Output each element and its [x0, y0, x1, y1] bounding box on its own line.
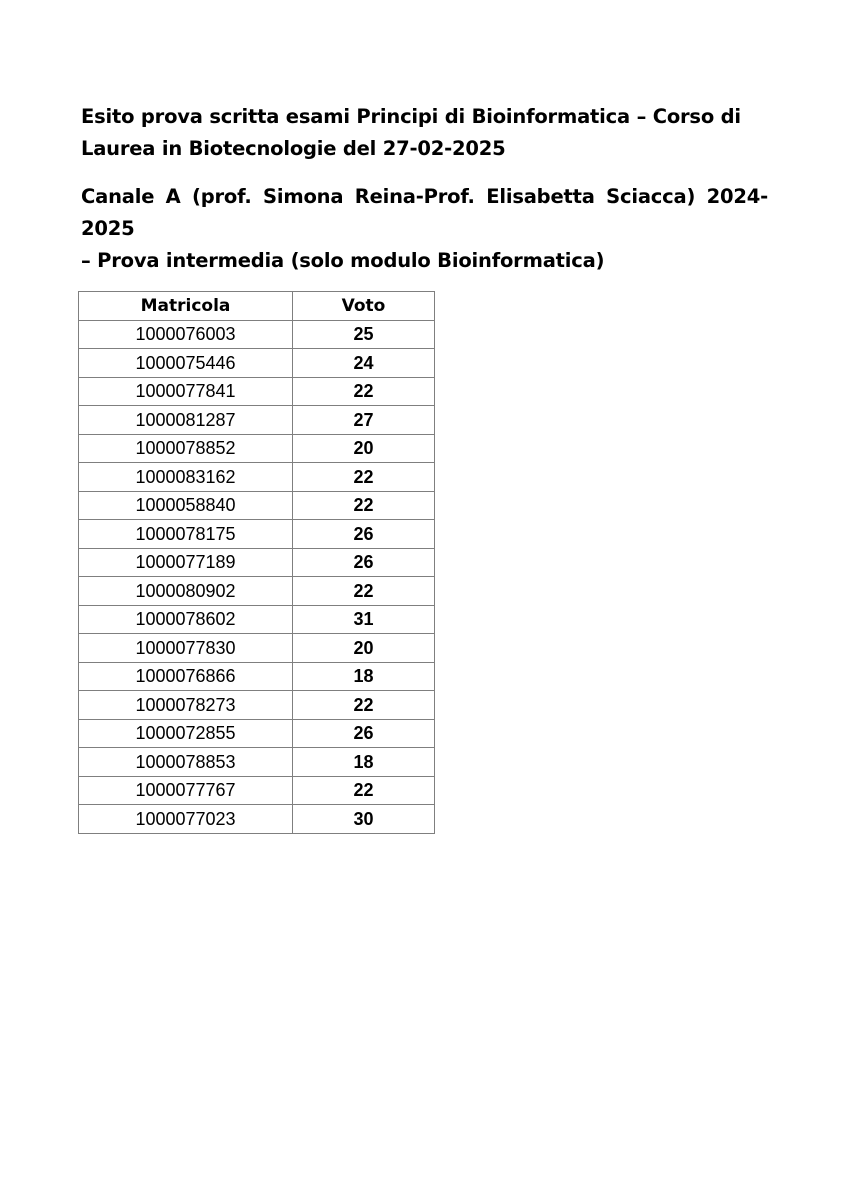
results-table-body [79, 320, 435, 833]
voto-cell: 26 [293, 548, 435, 577]
title-line-1: Esito prova scritta esami Principi di Bioinformatica – Corso di [81, 105, 741, 128]
voto-cell: 20 [293, 634, 435, 663]
subtitle-line-1: Canale A (prof. Simona Reina-Prof. Elisabetta Sciacca) 2024-2025 [81, 185, 768, 240]
table-header-row [79, 292, 435, 321]
matricola-cell: 1000078853 [79, 748, 293, 777]
matricola-cell: 1000077023 [79, 805, 293, 834]
voto-cell: 20 [293, 434, 435, 463]
table-row [79, 634, 435, 663]
voto-cell: 25 [293, 320, 435, 349]
matricola-cell: 1000077830 [79, 634, 293, 663]
matricola-cell: 1000075446 [79, 349, 293, 378]
matricola-cell: 1000077189 [79, 548, 293, 577]
voto-cell: 26 [293, 719, 435, 748]
voto-cell: 18 [293, 662, 435, 691]
table-row [79, 605, 435, 634]
document-title [81, 101, 768, 165]
results-table [78, 291, 435, 834]
table-row [79, 548, 435, 577]
table-row [79, 320, 435, 349]
table-row [79, 748, 435, 777]
matricola-cell: 1000076003 [79, 320, 293, 349]
matricola-cell: 1000083162 [79, 463, 293, 492]
matricola-cell: 1000078273 [79, 691, 293, 720]
table-row [79, 406, 435, 435]
table-row [79, 662, 435, 691]
matricola-cell: 1000081287 [79, 406, 293, 435]
voto-cell: 26 [293, 520, 435, 549]
table-row [79, 434, 435, 463]
voto-cell: 24 [293, 349, 435, 378]
voto-cell: 30 [293, 805, 435, 834]
header-voto: Voto [293, 292, 435, 321]
title-line-2: Laurea in Biotecnologie del 27-02-2025 [81, 137, 506, 160]
matricola-cell: 1000076866 [79, 662, 293, 691]
table-row [79, 776, 435, 805]
document-subtitle [81, 181, 768, 277]
matricola-cell: 1000077841 [79, 377, 293, 406]
table-row [79, 463, 435, 492]
voto-cell: 22 [293, 691, 435, 720]
table-row [79, 377, 435, 406]
table-row [79, 520, 435, 549]
table-row [79, 349, 435, 378]
matricola-cell: 1000058840 [79, 491, 293, 520]
matricola-cell: 1000078852 [79, 434, 293, 463]
matricola-cell: 1000078602 [79, 605, 293, 634]
subtitle-line-2: – Prova intermedia (solo modulo Bioinformatica) [81, 249, 605, 272]
table-row [79, 491, 435, 520]
voto-cell: 22 [293, 577, 435, 606]
voto-cell: 22 [293, 776, 435, 805]
header-matricola: Matricola [79, 292, 293, 321]
matricola-cell: 1000078175 [79, 520, 293, 549]
matricola-cell: 1000072855 [79, 719, 293, 748]
table-row [79, 577, 435, 606]
table-row [79, 691, 435, 720]
voto-cell: 22 [293, 463, 435, 492]
matricola-cell: 1000080902 [79, 577, 293, 606]
voto-cell: 31 [293, 605, 435, 634]
matricola-cell: 1000077767 [79, 776, 293, 805]
voto-cell: 22 [293, 491, 435, 520]
table-row [79, 719, 435, 748]
table-row [79, 805, 435, 834]
voto-cell: 22 [293, 377, 435, 406]
voto-cell: 18 [293, 748, 435, 777]
voto-cell: 27 [293, 406, 435, 435]
